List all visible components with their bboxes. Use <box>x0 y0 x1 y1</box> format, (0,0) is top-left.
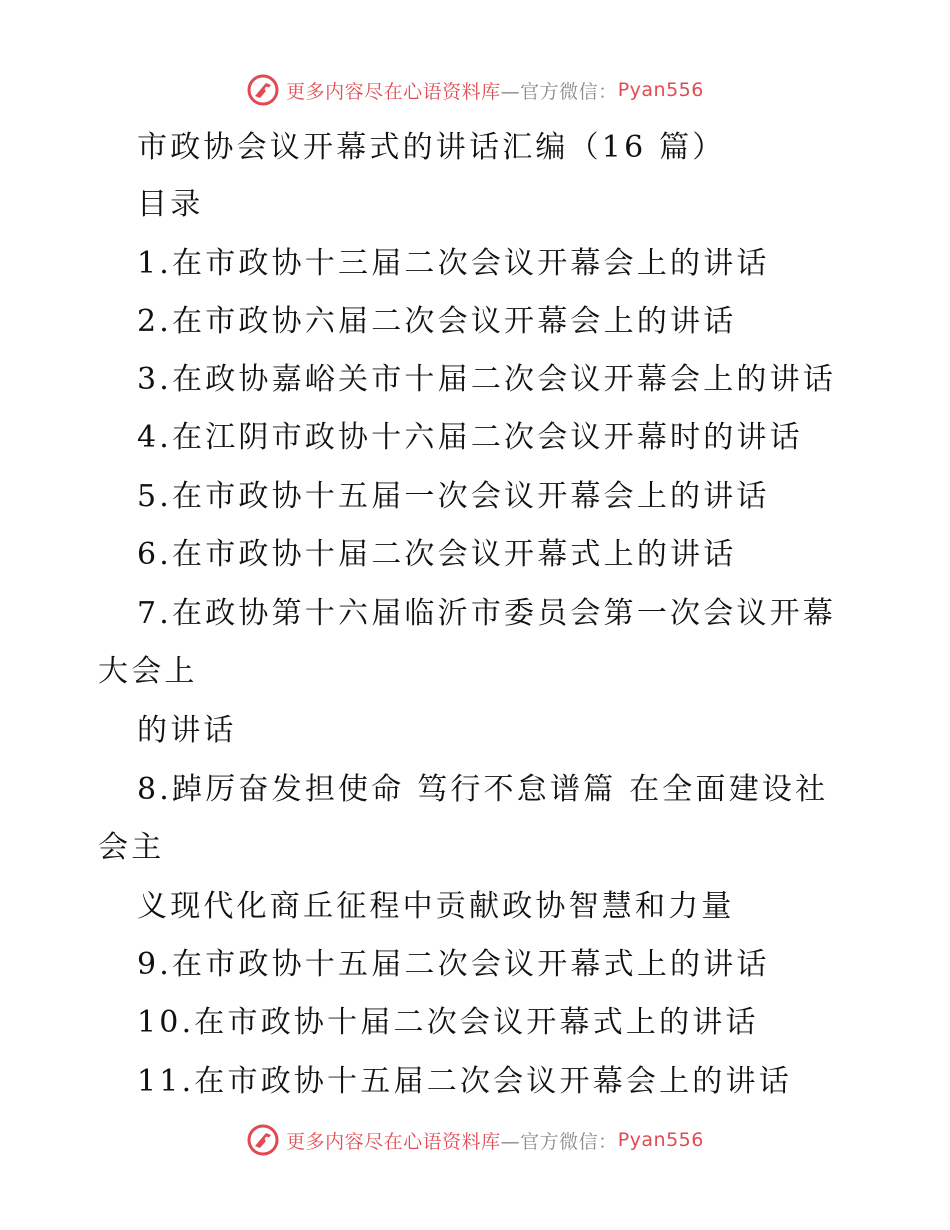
toc-item: 8.踔厉奋发担使命 笃行不怠谱篇 在全面建设社 <box>137 772 829 807</box>
watermark-wechat-id: Pyan556 <box>617 1129 704 1151</box>
toc-item: 4.在江阴市政协十六届二次会议开幕时的讲话 <box>137 420 803 455</box>
toc-item: 10.在市政协十届二次会议开幕式上的讲话 <box>137 1005 759 1040</box>
header-watermark <box>0 70 950 110</box>
toc-item: 2.在市政协六届二次会议开幕会上的讲话 <box>137 304 737 339</box>
toc-item-continuation: 会主 <box>98 830 165 865</box>
toc-heading: 目录 <box>137 187 204 222</box>
leaf-pen-logo-icon <box>246 1123 280 1157</box>
footer-watermark <box>0 1120 950 1160</box>
toc-item: 9.在市政协十五届二次会议开幕式上的讲话 <box>137 947 770 982</box>
watermark-site-text: 更多内容尽在心语资料库 <box>286 1130 501 1153</box>
leaf-pen-logo-icon <box>246 73 280 107</box>
watermark-wechat-id: Pyan556 <box>617 79 704 101</box>
toc-item: 1.在市政协十三届二次会议开幕会上的讲话 <box>137 246 770 281</box>
toc-item-continuation: 义现代化商丘征程中贡献政协智慧和力量 <box>137 889 735 924</box>
watermark-site-text: 更多内容尽在心语资料库 <box>286 80 501 103</box>
document-title: 市政协会议开幕式的讲话汇编（16 篇） <box>137 130 726 165</box>
watermark-separator-text: —官方微信： <box>500 80 618 103</box>
toc-item: 6.在市政协十届二次会议开幕式上的讲话 <box>137 537 737 572</box>
toc-item-continuation: 大会上 <box>98 654 198 689</box>
toc-item: 11.在市政协十五届二次会议开幕会上的讲话 <box>137 1064 792 1099</box>
watermark-separator-text: —官方微信： <box>500 1130 618 1153</box>
toc-item: 7.在政协第十六届临沂市委员会第一次会议开幕 <box>137 596 837 631</box>
toc-item-continuation: 的讲话 <box>137 713 237 748</box>
toc-item: 5.在市政协十五届一次会议开幕会上的讲话 <box>137 479 770 514</box>
toc-item: 3.在政协嘉峪关市十届二次会议开幕会上的讲话 <box>137 362 837 397</box>
